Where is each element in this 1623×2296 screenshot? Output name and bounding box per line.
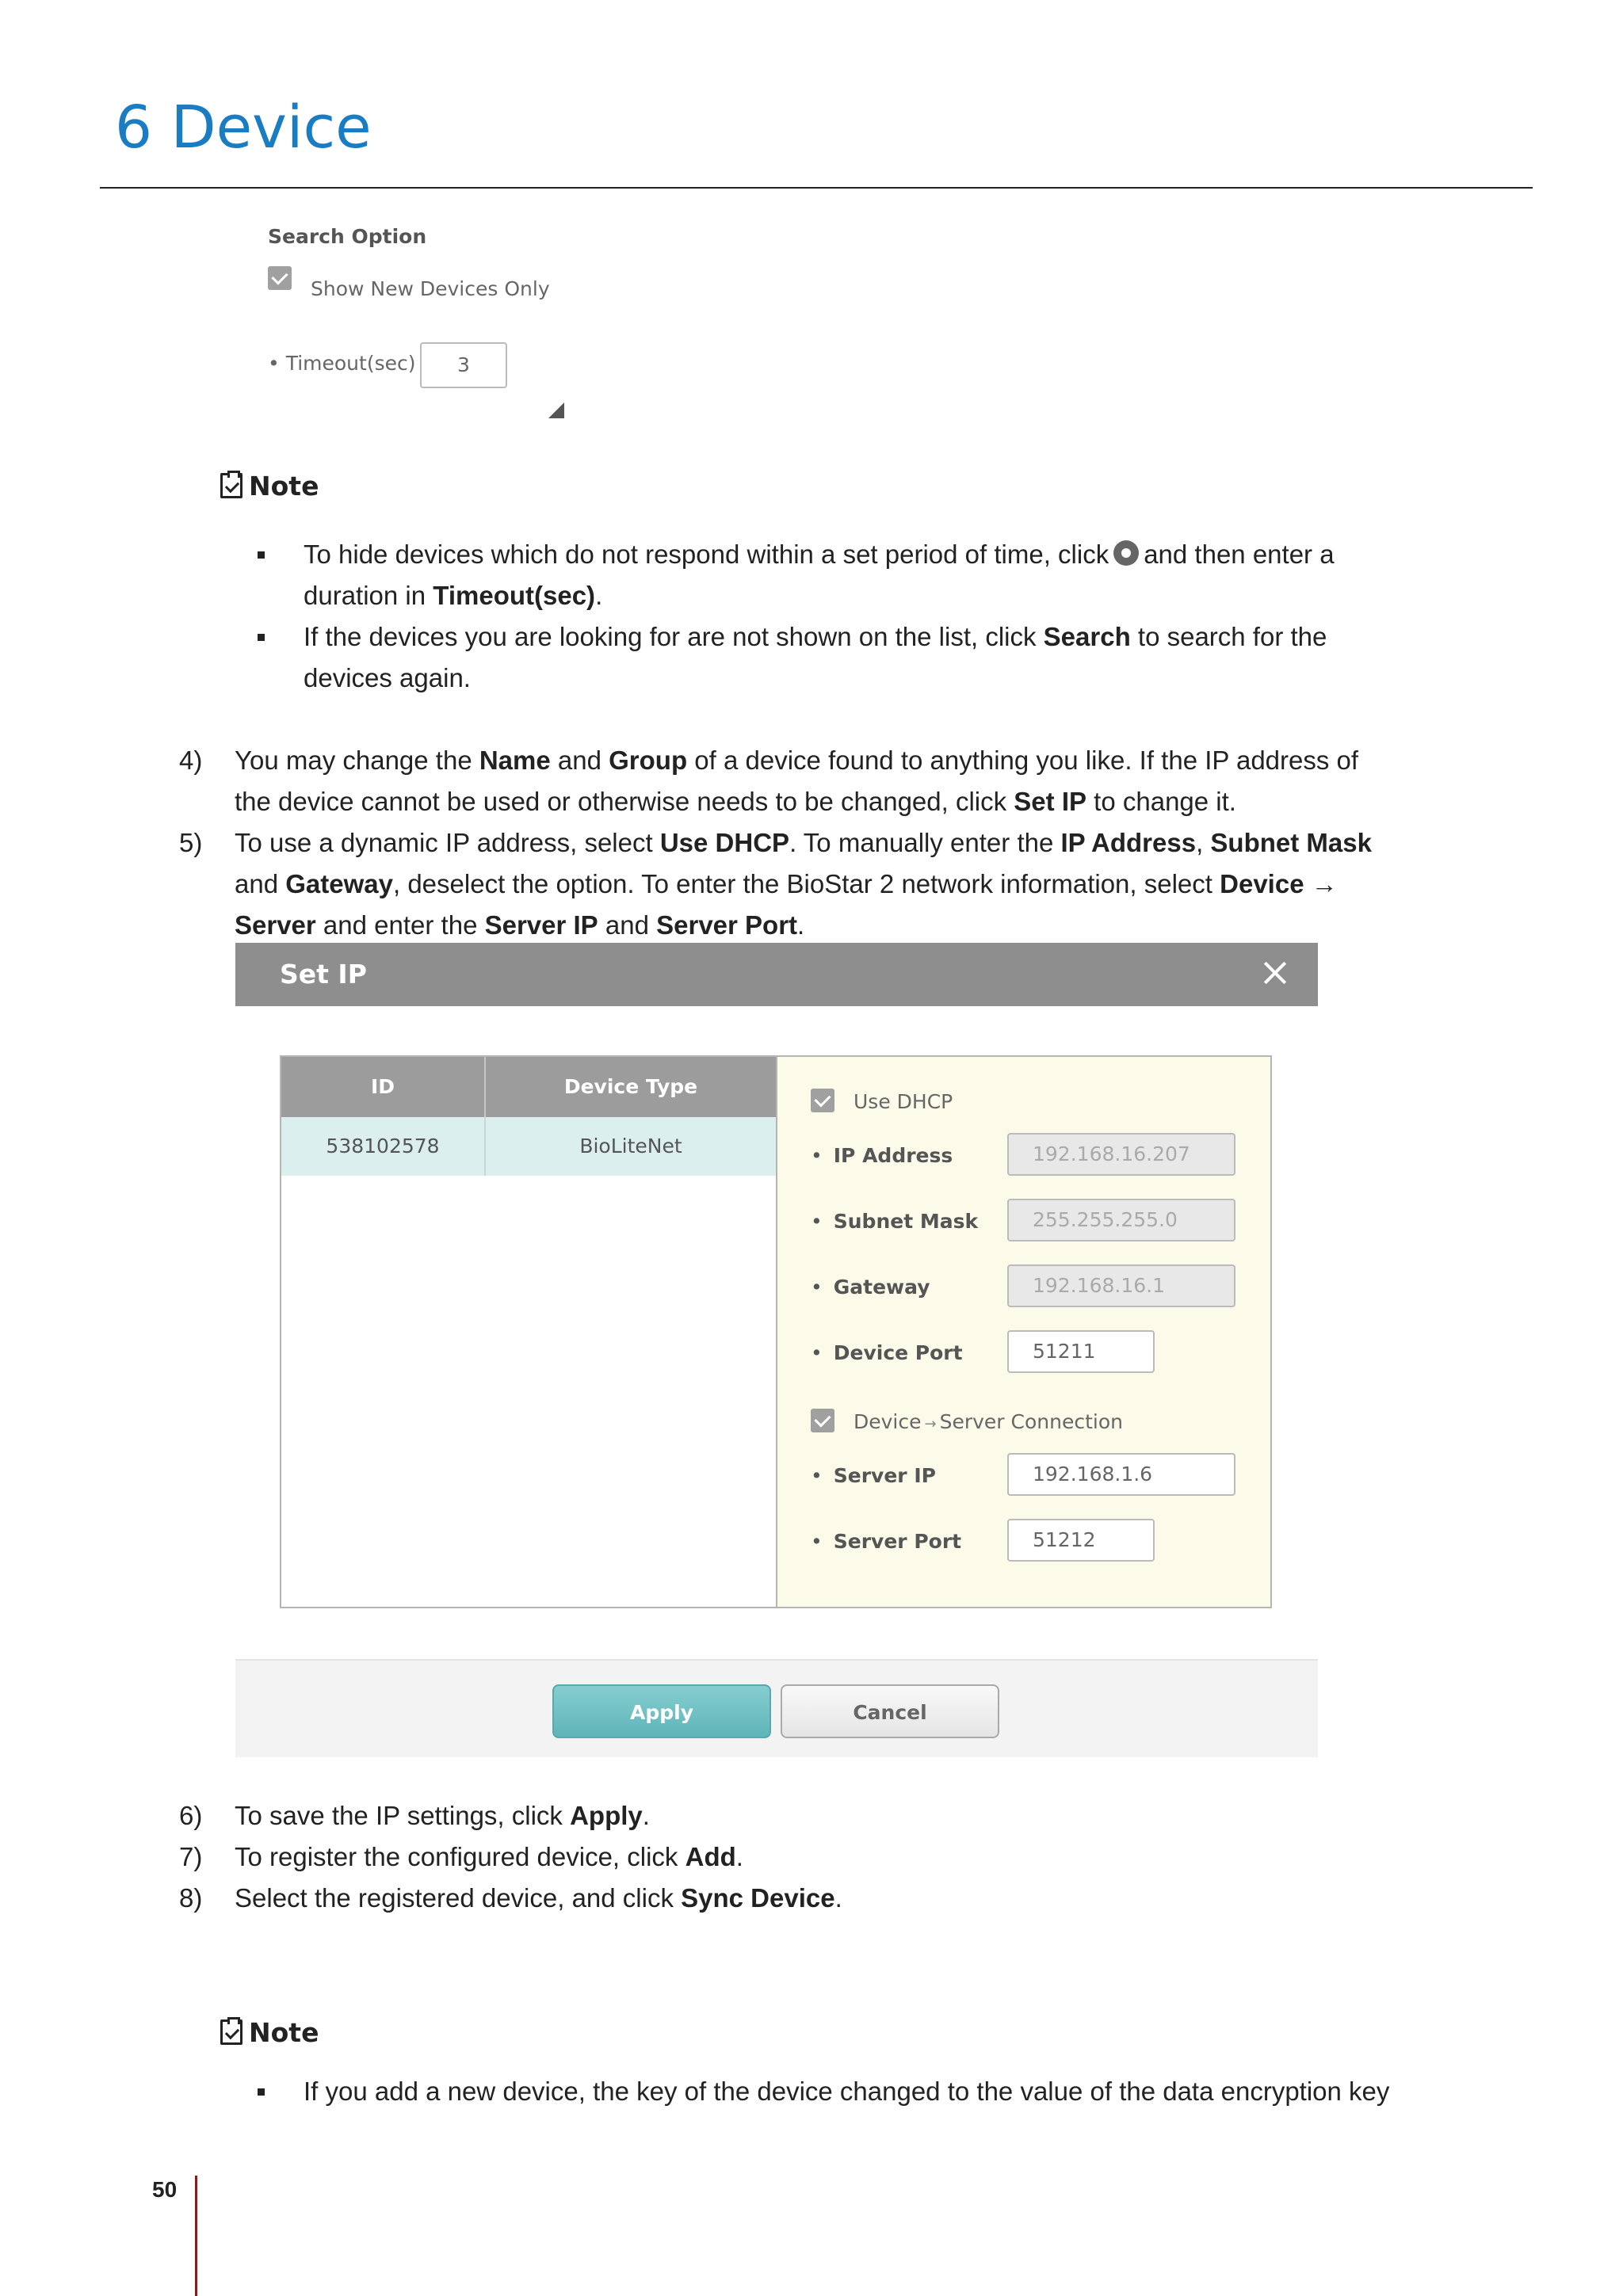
step-5: 5) To use a dynamic IP address, select Use DHCP. To manually enter the IP Address, Subnet Mask and Gateway, deselect the option. To enter the BioStar 2 network information, select Device → Server and enter the Server IP and Server Port. (179, 828, 1372, 940)
step-7: 7) To register the configured device, click Add. (179, 1842, 743, 1871)
server-port-input[interactable]: 51212 (1007, 1519, 1155, 1562)
search-option-title: Search Option (268, 225, 427, 248)
ip-settings-form (777, 1057, 1270, 1607)
table-header (281, 1057, 776, 1117)
search-option-panel (268, 225, 585, 431)
use-dhcp-checkbox[interactable] (811, 1089, 834, 1112)
set-ip-dialog-body (280, 1055, 1272, 1608)
device-server-connection-label: Device → Server Connection (854, 1410, 1123, 1433)
page-margin-rule (195, 2176, 197, 2296)
gateway-input[interactable]: 192.168.16.1 (1007, 1264, 1235, 1307)
cancel-button[interactable]: Cancel (781, 1684, 999, 1738)
device-port-label: • Device Port (811, 1341, 963, 1364)
chapter-title: 6 Device (115, 93, 372, 162)
dialog-title: Set IP (280, 959, 367, 990)
gateway-label: • Gateway (811, 1276, 930, 1299)
ip-address-input[interactable]: 192.168.16.207 (1007, 1133, 1235, 1176)
note-bullet: If the devices you are looking for are not shown on the list, click Search to search for the devices again. (304, 616, 1413, 699)
server-ip-input[interactable]: 192.168.1.6 (1007, 1453, 1235, 1496)
note-clipboard-icon (220, 473, 242, 498)
device-server-connection-checkbox[interactable] (811, 1409, 834, 1432)
server-ip-label: • Server IP (811, 1464, 936, 1487)
show-new-devices-label: Show New Devices Only (311, 277, 550, 300)
gear-icon (1113, 540, 1139, 566)
resize-handle-icon[interactable] (548, 402, 564, 418)
server-port-label: • Server Port (811, 1530, 961, 1553)
cell-id: 538102578 (281, 1117, 486, 1176)
subnet-mask-input[interactable]: 255.255.255.0 (1007, 1199, 1235, 1241)
column-header-id[interactable]: ID (281, 1057, 486, 1117)
subnet-mask-label: • Subnet Mask (811, 1210, 978, 1233)
set-ip-dialog-header (235, 943, 1318, 1006)
note-heading: Note (220, 2017, 319, 2048)
note-heading: Note (220, 471, 319, 502)
ip-address-label: • IP Address (811, 1144, 953, 1167)
cell-device-type: BioLiteNet (579, 1135, 682, 1158)
dialog-footer (235, 1659, 1318, 1757)
note-bullet: To hide devices which do not respond within a set period of time, click and then enter a duration in Timeout(sec). (304, 534, 1413, 616)
arrow-right-icon: → (924, 1416, 937, 1432)
timeout-label: • Timeout(sec) (268, 352, 416, 375)
step-8: 8) Select the registered device, and click Sync Device. (179, 1883, 842, 1913)
timeout-input[interactable]: 3 (420, 342, 507, 388)
step-4: 4) You may change the Name and Group of a device found to anything you like. If the IP address of the device cannot be used or otherwise needs to be changed, click Set IP to change it. (179, 746, 1359, 816)
device-port-input[interactable]: 51211 (1007, 1330, 1155, 1373)
page-number: 50 (152, 2177, 178, 2202)
device-table (281, 1057, 777, 1607)
note-clipboard-icon (220, 2019, 242, 2045)
note-bullet: If you add a new device, the key of the device changed to the value of the data encryption key (304, 2071, 1540, 2112)
use-dhcp-label: Use DHCP (854, 1090, 953, 1113)
title-divider (100, 187, 1533, 189)
table-row[interactable] (281, 1117, 776, 1176)
close-icon[interactable] (1259, 957, 1291, 989)
show-new-devices-checkbox[interactable] (268, 266, 292, 290)
step-6: 6) To save the IP settings, click Apply. (179, 1801, 650, 1830)
column-header-device-type[interactable]: Device Type (563, 1075, 698, 1098)
apply-button[interactable]: Apply (552, 1684, 771, 1738)
